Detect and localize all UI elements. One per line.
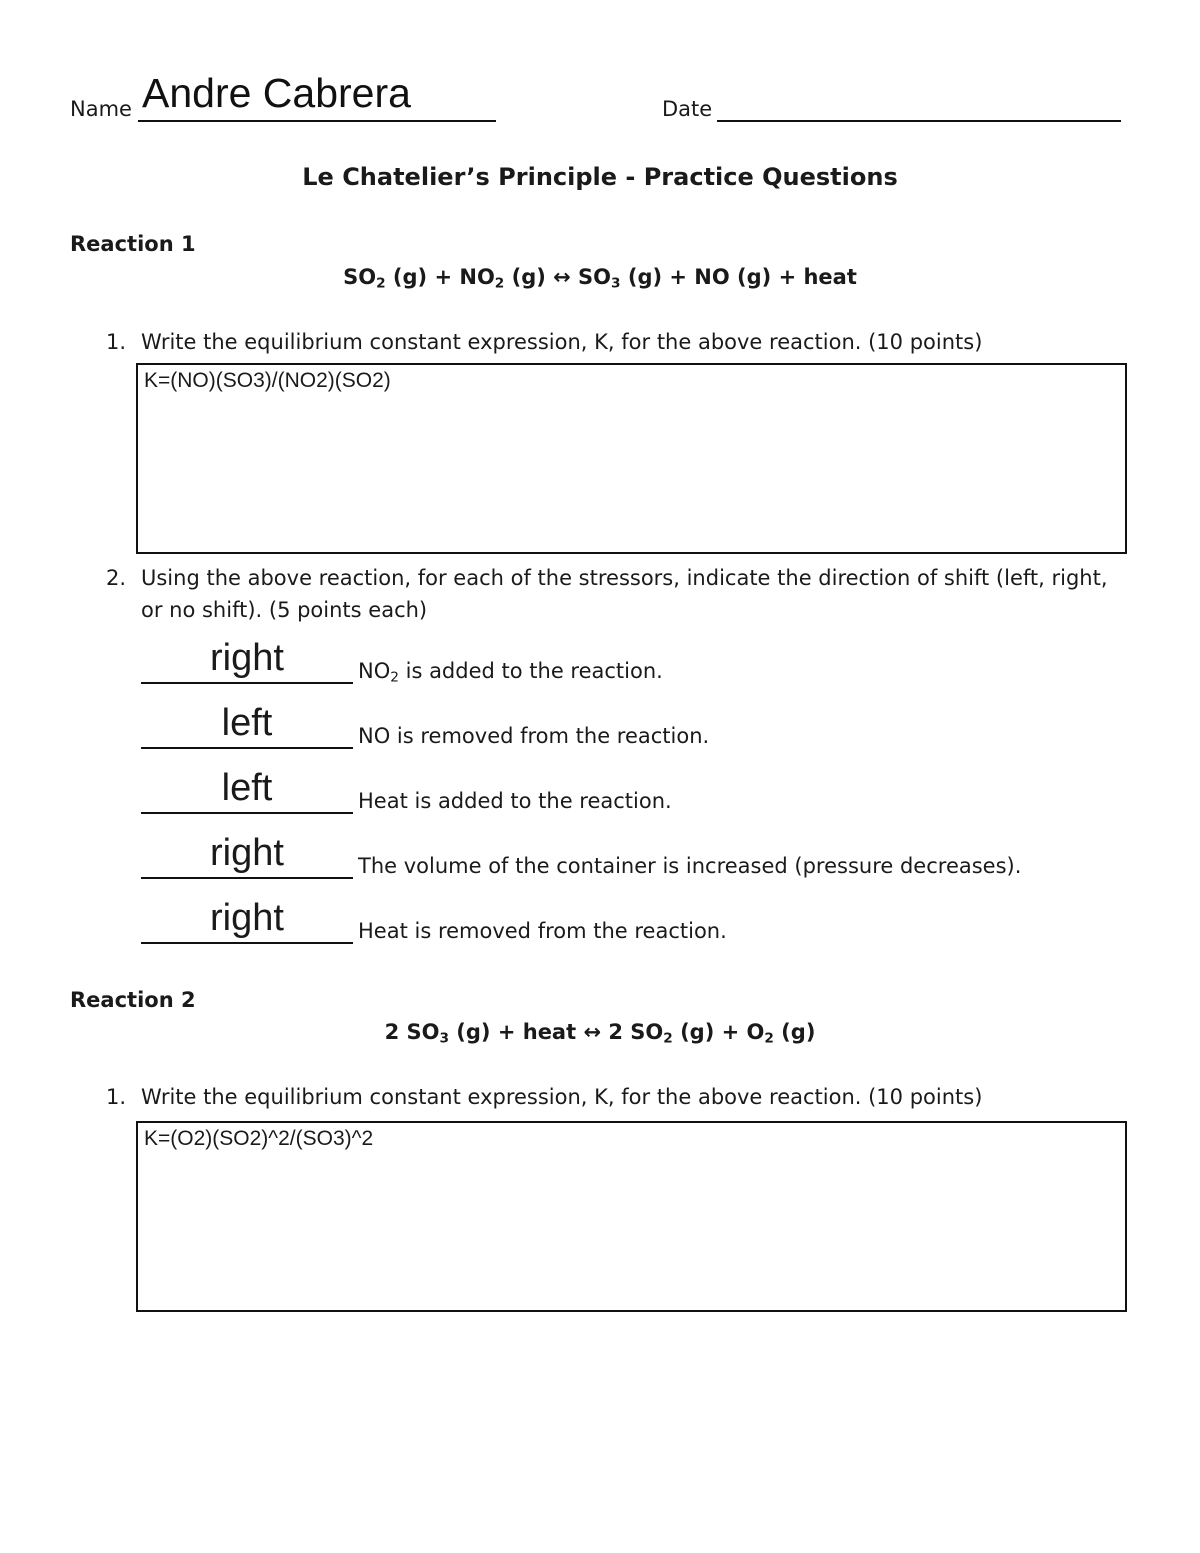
name-value: Andre Cabrera <box>142 70 411 116</box>
k-expression-answer: K=(NO)(SO3)/(NO2)(SO2) <box>144 369 391 392</box>
question-number: 1. <box>105 330 126 354</box>
stressor-text: The volume of the container is increased (pressure decreases). <box>358 854 1022 878</box>
shift-answer: left <box>221 702 273 744</box>
question-text: Using the above reaction, for each of the stressors, indicate the direction of shift (left, right, or no shift). (5 points each) <box>141 566 1108 622</box>
reaction-1-heading: Reaction 1 <box>70 232 196 256</box>
reaction-1-k-answer-box[interactable] <box>136 363 1127 554</box>
stressor-text: $NO_2$ is added to the reaction. <box>358 659 663 686</box>
question-text: Write the equilibrium constant expression, K, for the above reaction. (10 points) <box>141 1085 983 1109</box>
answer-blank[interactable] <box>141 877 353 879</box>
answer-blank[interactable] <box>141 682 353 684</box>
stressor-row <box>141 701 1141 761</box>
reaction-1-question-1 <box>0 326 1200 360</box>
shift-answer: left <box>221 767 273 809</box>
stressor-row <box>141 766 1141 826</box>
shift-answer: right <box>210 637 284 679</box>
answer-blank[interactable] <box>141 747 353 749</box>
answer-blank[interactable] <box>141 812 353 814</box>
question-text: Write the equilibrium constant expression, K, for the above reaction. (10 points) <box>141 330 983 354</box>
stressor-text: Heat is removed from the reaction. <box>358 919 727 943</box>
question-number: 1. <box>105 1085 126 1109</box>
reaction-2-equation: 2 $SO_3$ (g) + heat ↔ 2 $SO_2$ $(g) + O_2$ (g) <box>384 1020 816 1047</box>
stressor-row <box>141 636 1141 696</box>
k-expression-answer: K=(O2)(SO2)^2/(SO3)^2 <box>144 1127 374 1150</box>
stressor-text: NO is removed from the reaction. <box>358 724 710 748</box>
reaction-1-question-2 <box>0 562 1200 628</box>
stressor-text: Heat is added to the reaction. <box>358 789 672 813</box>
stressor-row <box>141 896 1141 956</box>
shift-answer: right <box>210 897 284 939</box>
page-title: Le Chatelier’s Principle - Practice Questions <box>302 163 898 191</box>
reaction-2-question-1 <box>0 1081 1200 1115</box>
reaction-2-k-answer-box[interactable] <box>136 1121 1127 1312</box>
reaction-1-equation: $SO_2$ $(g) + NO_2$ (g) ↔ $SO_3$ (g) + NO (g) + heat <box>343 265 857 292</box>
answer-blank[interactable] <box>141 942 353 944</box>
date-field[interactable] <box>717 72 1121 122</box>
stressor-row <box>141 831 1141 891</box>
reaction-2-heading: Reaction 2 <box>70 988 196 1012</box>
date-label: Date <box>662 97 713 121</box>
name-label: Name <box>70 97 132 121</box>
question-number: 2. <box>105 566 126 590</box>
name-field[interactable] <box>138 72 496 122</box>
shift-answer: right <box>210 832 284 874</box>
